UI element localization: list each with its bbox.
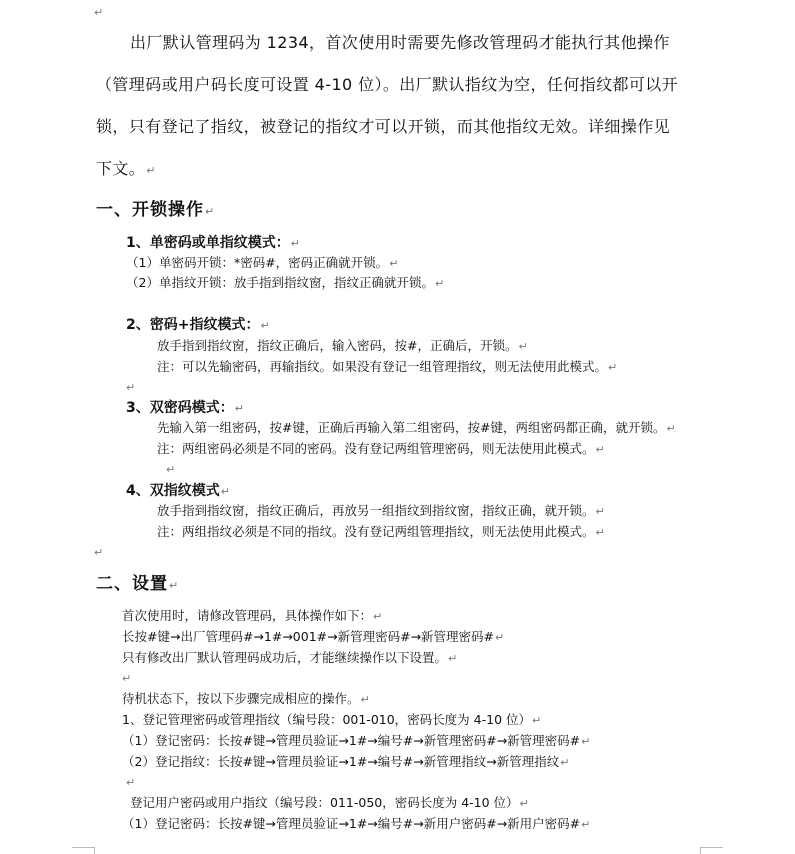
paragraph-mark: ↵ [595, 505, 605, 518]
mode-4-heading: 4、双指纹模式↵ [126, 483, 230, 499]
paragraph-mark: ↵ [205, 205, 216, 218]
mode-4-note: 注：两组指纹必须是不同的指纹。没有登记两组管理指纹，则无法使用此模式。↵ [157, 524, 605, 539]
paragraph-mark: ↵ [389, 257, 399, 270]
paragraph-mark: ↵ [495, 631, 505, 644]
paragraph-mark: ↵ [94, 6, 104, 19]
paragraph-mark: ↵ [595, 443, 605, 456]
intro-line-1: 出厂默认管理码为 1234，首次使用时需要先修改管理码才能执行其他操作 [130, 33, 670, 52]
paragraph-mark: ↵ [595, 526, 605, 539]
mode-2-line: 放手指到指纹窗，指纹正确后，输入密码，按#，正确后，开锁。↵ [157, 338, 528, 353]
settings-line: 首次使用时，请修改管理码，具体操作如下：↵ [122, 608, 383, 623]
mode-1-line: （1）单密码开锁：*密码#，密码正确就开锁。↵ [126, 255, 399, 270]
paragraph-mark: ↵ [234, 402, 244, 415]
settings-line: 待机状态下，按以下步骤完成相应的操作。↵ [122, 691, 370, 706]
mode-3-note: 注：两组密码必须是不同的密码。没有登记两组管理密码，则无法使用此模式。↵ [157, 441, 605, 456]
section-2-heading: 二、设置↵ [96, 574, 180, 594]
paragraph-mark: ↵ [360, 693, 370, 706]
mode-2-heading: 2、密码+指纹模式：↵ [126, 317, 270, 333]
paragraph-mark: ↵ [532, 714, 542, 727]
paragraph-mark: ↵ [290, 237, 300, 250]
paragraph-mark: ↵ [126, 776, 136, 789]
paragraph-mark: ↵ [220, 485, 230, 498]
section-1-heading: 一、开锁操作↵ [96, 200, 216, 220]
mode-2-note: 注：可以先输密码，再输指纹。如果没有登记一组管理指纹，则无法使用此模式。↵ [157, 359, 618, 374]
intro-line-4: 下文。↵ [96, 159, 156, 178]
paragraph-mark: ↵ [126, 381, 136, 394]
paragraph-mark: ↵ [260, 319, 270, 332]
paragraph-mark: ↵ [518, 340, 528, 353]
settings-line: 只有修改出厂默认管理码成功后，才能继续操作以下设置。↵ [122, 650, 458, 665]
settings-line: （1）登记密码：长按#键→管理员验证→1#→编号#→新管理密码#→新管理密码#↵ [122, 733, 591, 748]
paragraph-mark: ↵ [448, 652, 458, 665]
mode-1-heading: 1、单密码或单指纹模式：↵ [126, 235, 300, 251]
paragraph-mark: ↵ [608, 361, 618, 374]
settings-line: （1）登记密码：长按#键→管理员验证→1#→编号#→新用户密码#→新用户密码#↵ [122, 816, 591, 831]
mode-3-heading: 3、双密码模式：↵ [126, 400, 244, 416]
paragraph-mark: ↵ [166, 463, 176, 476]
paragraph-mark: ↵ [581, 818, 591, 831]
paragraph-mark: ↵ [169, 579, 180, 592]
paragraph-mark: ↵ [434, 277, 445, 290]
settings-line: 1、登记管理密码或管理指纹（编号段：001-010，密码长度为 4-10 位）↵ [122, 712, 542, 727]
settings-line: 登记用户密码或用户指纹（编号段：011-050，密码长度为 4-10 位）↵ [130, 795, 529, 810]
paragraph-mark: ↵ [373, 610, 383, 623]
mode-3-line: 先输入第一组密码，按#键，正确后再输入第二组密码，按#键，两组密码都正确，就开锁。↵ [157, 420, 676, 435]
paragraph-mark: ↵ [519, 797, 529, 810]
paragraph-mark: ↵ [146, 164, 156, 177]
paragraph-mark: ↵ [666, 422, 676, 435]
paragraph-mark: ↵ [94, 546, 104, 559]
settings-line: 长按#键→出厂管理码#→1#→001#→新管理密码#→新管理密码#↵ [122, 629, 505, 644]
settings-line: （2）登记指纹：长按#键→管理员验证→1#→编号#→新管理指纹→新管理指纹↵ [122, 754, 570, 769]
intro-line-2: （管理码或用户码长度可设置 4-10 位）。出厂默认指纹为空，任何指纹都可以开 [96, 75, 679, 94]
paragraph-mark: ↵ [560, 756, 570, 769]
intro-line-3: 锁，只有登记了指纹，被登记的指纹才可以开锁，而其他指纹无效。详细操作见 [96, 117, 671, 136]
paragraph-mark: ↵ [122, 672, 132, 685]
mode-1-line: （2）单指纹开锁：放手指到指纹窗，指纹正确就开锁。↵ [126, 275, 445, 290]
mode-4-line: 放手指到指纹窗，指纹正确后，再放另一组指纹到指纹窗，指纹正确，就开锁。↵ [157, 503, 605, 518]
paragraph-mark: ↵ [581, 735, 591, 748]
